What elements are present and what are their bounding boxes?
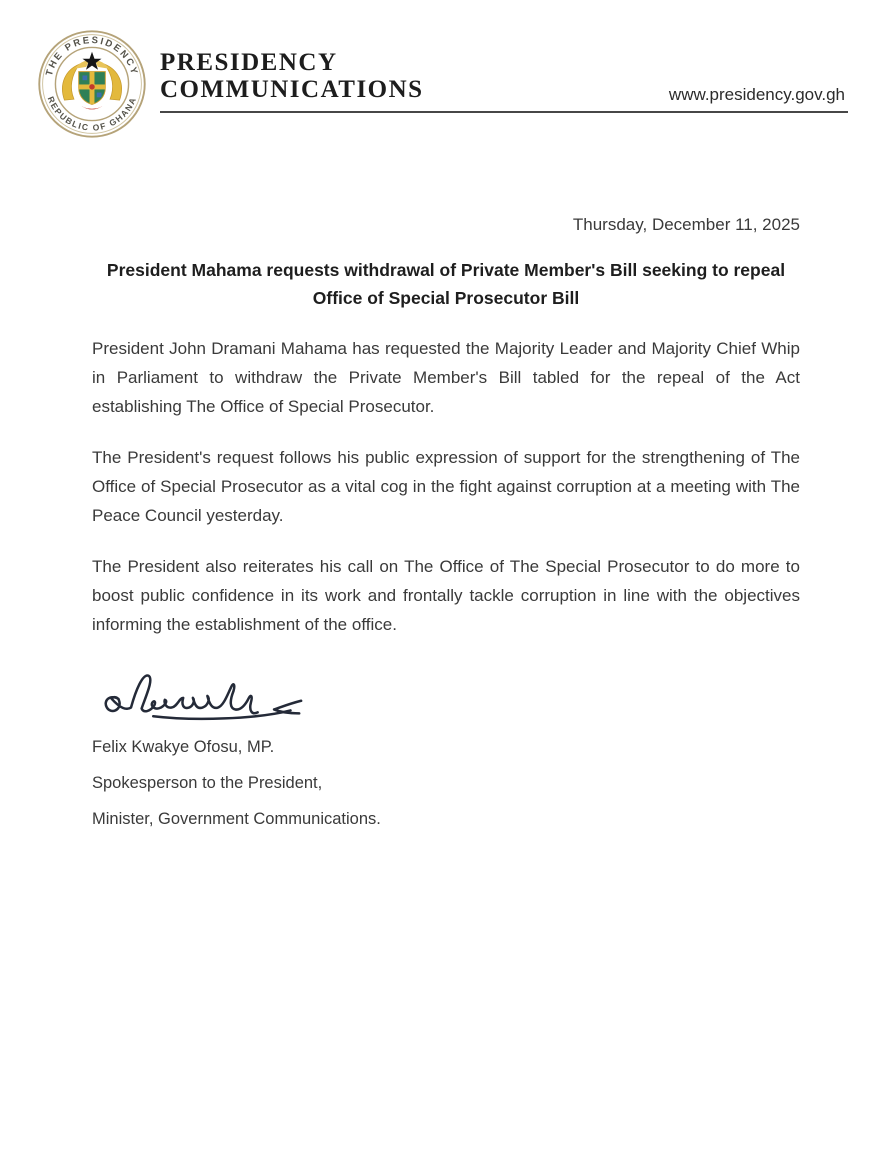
seal-top-text: THE PRESIDENCY: [43, 34, 141, 78]
body-paragraph-1: President John Dramani Mahama has requested the Majority Leader and Majority Chief Whip in Parliament to withdraw the Private Member's Bill tabled for the repeal of the Act establishing The Office of Special Prosecutor.: [92, 339, 800, 416]
document-body: [92, 215, 800, 829]
title-line-1: President Mahama requests withdrawal of Private Member's Bill seeking to repeal: [106, 260, 786, 280]
signature-image: [96, 665, 311, 723]
signer-role-1: Spokesperson to the President,: [92, 774, 323, 792]
brand-title: [160, 49, 424, 103]
date-line: Thursday, December 11, 2025: [572, 215, 800, 234]
brand-line-1: PRESIDENCY: [160, 49, 338, 76]
signer-name: Felix Kwakye Ofosu, MP.: [92, 738, 275, 756]
website-url: www.presidency.gov.gh: [668, 85, 845, 104]
header-divider: [160, 111, 848, 113]
presidency-seal-logo: [35, 27, 149, 141]
letterhead: [0, 0, 870, 145]
body-paragraph-3: The President also reiterates his call on The Office of The Special Prosecutor to do more to boost public confidence in its work and frontally tackle corruption in line with the objectives informing the establishment of the office.: [92, 557, 800, 634]
press-release-title: [92, 256, 800, 312]
title-line-2: Office of Special Prosecutor Bill: [312, 288, 580, 308]
signer-role-2: Minister, Government Communications.: [92, 810, 381, 828]
body-paragraph-2: The President's request follows his public expression of support for the strengthening of The Office of Special Prosecutor as a vital cog in the fight against corruption at a meeting with The Peace Council yesterday.: [92, 448, 800, 525]
seal-bottom-text: REPUBLIC OF GHANA: [45, 94, 139, 133]
brand-line-2: COMMUNICATIONS: [160, 76, 424, 103]
